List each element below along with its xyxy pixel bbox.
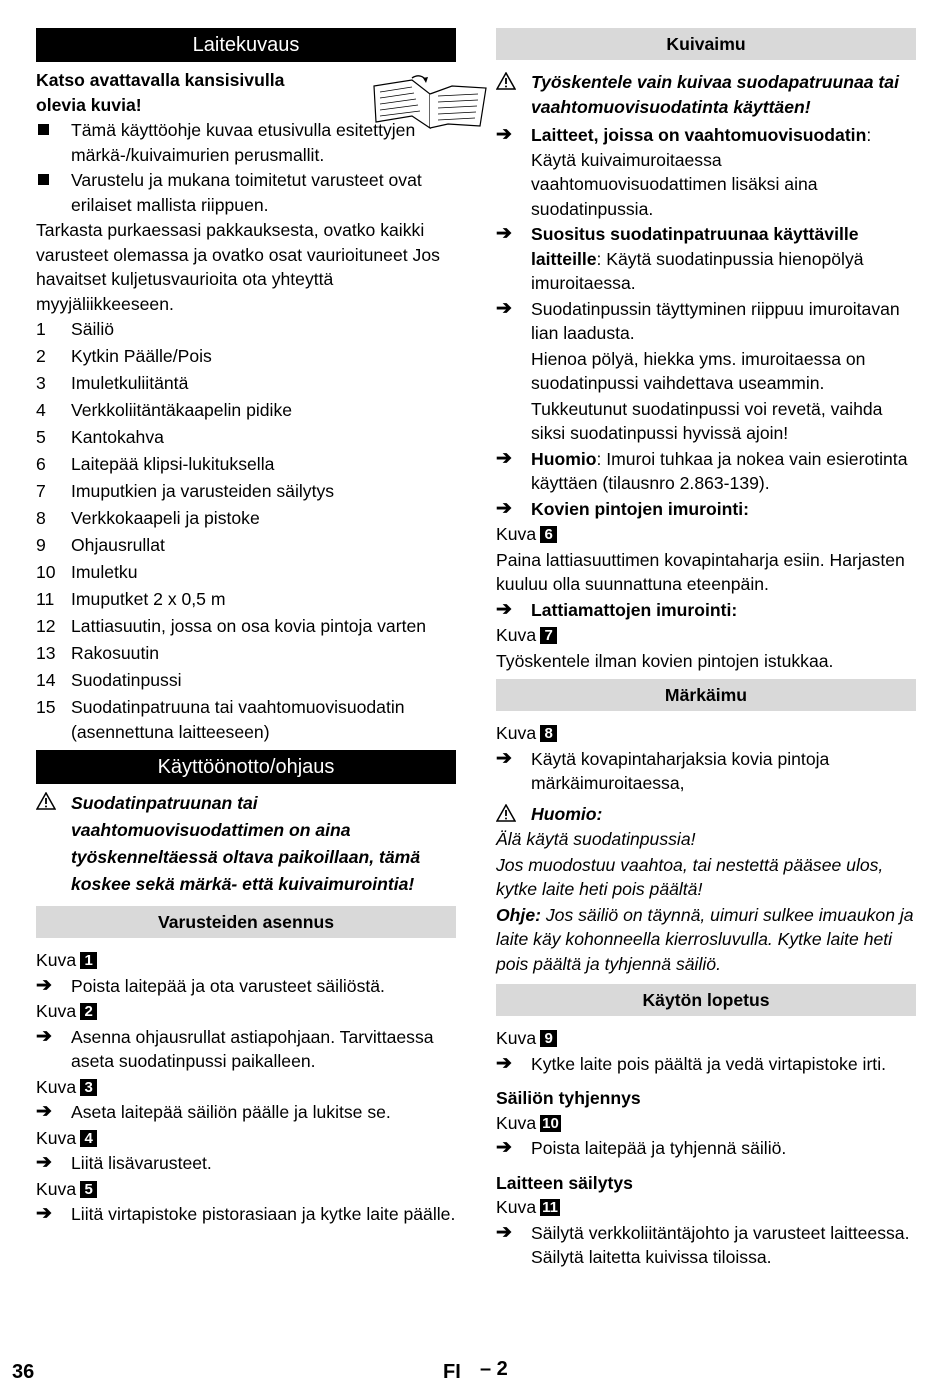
square-bullet-icon [38, 124, 49, 135]
step-item: ➔ Asenna ohjausrullat astiapohjaan. Tarvittaessa aseta suodatinpussi paikalleen. [36, 1025, 434, 1071]
figure-ref: Kuva 7 [496, 623, 916, 648]
arrow-right-icon: ➔ [496, 747, 512, 769]
instruction-item: ➔ Käytä kovapintaharjaksia kovia pintoja märkäimuroitaessa, [496, 747, 830, 793]
language-code: FI [443, 1361, 461, 1383]
list-item: 2 Kytkin Päälle/Pois [36, 346, 212, 366]
arrow-right-icon: ➔ [496, 1221, 512, 1243]
warning-triangle-icon [496, 72, 516, 90]
arrow-right-icon: ➔ [496, 297, 512, 319]
right-column [496, 28, 916, 1271]
left-column [36, 28, 456, 1228]
figure-ref: Kuva 8 [496, 721, 916, 746]
step-item: ➔ Aseta laitepää säiliön päälle ja lukitse se. [36, 1100, 456, 1125]
intro-bold: Katso avattavalla kansisivulla olevia kuvia! [36, 70, 285, 115]
figure-ref: Kuva 11 [496, 1197, 558, 1217]
check-paragraph: Tarkasta purkaessasi pakkauksesta, ovatko kaikki varusteet olemassa ja ovatko osat vaurioituneet Jos havaitset kuljetusvaurioita ota yhteyttä myyjäliikkeeseen. [36, 220, 440, 314]
arrow-right-icon: ➔ [496, 124, 512, 145]
paragraph: Työskentele ilman kovien pintojen istukkaa. [496, 650, 834, 671]
warning-triangle-icon [496, 804, 516, 822]
instruction-item: ➔ Kovien pintojen imurointi: [496, 497, 916, 522]
figure-ref: Kuva 3 [36, 1075, 456, 1100]
bullet-item: Varustelu ja mukana toimitetut varusteet ovat erilaiset mallista riippuen. [36, 168, 456, 217]
arrow-right-icon: ➔ [36, 974, 52, 996]
note-text: Jos muodostuu vaahtoa, tai nestettä pääsee ulos, kytke laite heti pois päältä! [496, 854, 884, 899]
subheading-laitteen-sailytys: Laitteen säilytys [496, 1172, 633, 1193]
list-item: 9 Ohjausrullat [36, 535, 165, 555]
instruction-item: ➔ Huomio: Imuroi tuhkaa ja nokea vain esierotinta käyttäen (tilausnro 2.863-139). [496, 447, 908, 493]
step-item: ➔ Poista laitepää ja ota varusteet säiliöstä. [36, 974, 456, 999]
list-item: 5 Kantokahva [36, 427, 164, 447]
ohje-text: Ohje: Jos säiliö on täynnä, uimuri sulkee imuaukon ja laite käy kohonneella kierrosluvulla. Kytke laite heti pois päältä ja tyhjennä säiliö. [496, 904, 914, 974]
list-item: 7 Imuputkien ja varusteiden säilytys [36, 481, 335, 501]
arrow-right-icon: ➔ [496, 223, 512, 244]
figure-ref: Kuva 2 [36, 999, 456, 1024]
paragraph: Paina lattiasuuttimen kovapintaharja esiin. Harjasten kuuluu olla suunnattuna eteenpäin. [496, 549, 905, 594]
parts-list [36, 317, 456, 744]
subheading-sailion-tyhjennys: Säiliön tyhjennys [496, 1088, 641, 1108]
step-item: ➔ Liitä lisävarusteet. [36, 1151, 456, 1176]
warning-block: Huomio: [496, 802, 916, 827]
sub-page-number: – 2 [480, 1358, 508, 1380]
arrow-right-icon: ➔ [496, 1052, 512, 1074]
list-item: 10 Imuletku [36, 562, 138, 582]
page-number: 36 [12, 1361, 35, 1383]
square-bullet-icon [38, 174, 49, 185]
list-item: 15 Suodatinpatruuna tai vaahtomuovisuodatin (asennettuna laitteeseen) [36, 697, 405, 742]
list-item: 14 Suodatinpussi [36, 670, 182, 690]
step-item: ➔ Liitä virtapistoke pistorasiaan ja kytke laite päälle. [36, 1202, 456, 1227]
warning-triangle-icon [36, 792, 56, 810]
arrow-right-icon: ➔ [496, 497, 512, 519]
figure-ref: Kuva 4 [36, 1126, 456, 1151]
instruction-item: ➔ Poista laitepää ja tyhjennä säiliö. [496, 1136, 916, 1161]
section-header-kayton-lopetus: Käytön lopetus [496, 984, 916, 1016]
section-header-markaimu: Märkäimu [496, 679, 916, 711]
figure-ref: Kuva 1 [36, 948, 456, 973]
figure-ref: Kuva 9 [496, 1026, 916, 1051]
list-item: 11 Imuputket 2 x 0,5 m [36, 589, 226, 609]
arrow-right-icon: ➔ [496, 447, 512, 469]
arrow-right-icon: ➔ [36, 1101, 52, 1122]
warning-block: Suodatinpatruunan tai vaahtomuovisuodattimen on aina työskenneltäessä oltava paikoillaan, tämä koskee sekä märkä- että kuivaimurointia! [36, 790, 456, 898]
instruction-item: ➔ Lattiamattojen imurointi: [496, 598, 916, 623]
instruction-note: Hienoa pölyä, hiekka yms. imuroitaessa on suodatinpussi vaihdettava useammin. [531, 348, 866, 393]
instruction-item: ➔ Säilytä verkkoliitäntäjohto ja varusteet laitteessa. Säilytä laitetta kuivissa tiloissa. [496, 1221, 910, 1267]
list-item: 1 Säiliö [36, 319, 115, 339]
list-item: 8 Verkkokaapeli ja pistoke [36, 508, 260, 528]
instruction-item: ➔ Laitteet, joissa on vaahtomuovisuodatin: Käytä kuivaimuroitaessa vaahtomuovisuodattimen lisäksi aina suodatinpussia. [496, 124, 872, 219]
note-text: Älä käytä suodatinpussia! [496, 829, 696, 849]
instruction-item: ➔ Suodatinpussin täyttyminen riippuu imuroitavan lian laadusta. [496, 297, 900, 343]
figure-ref: Kuva 5 [36, 1177, 456, 1202]
figure-ref: Kuva 6 [496, 522, 916, 547]
instruction-item: ➔ Kytke laite pois päältä ja vedä virtapistoke irti. [496, 1052, 916, 1077]
subsection-header-varusteiden-asennus: Varusteiden asennus [36, 906, 456, 938]
section-header-kayttoonotto: Käyttöönotto/ohjaus [36, 750, 456, 784]
arrow-right-icon: ➔ [36, 1203, 52, 1224]
warning-block: Työskentele vain kuivaa suodapatruunaa tai vaahtomuovisuodatinta käyttäen! [496, 70, 916, 119]
section-header-laitekuvaus: Laitekuvaus [36, 28, 456, 62]
arrow-right-icon: ➔ [36, 1025, 52, 1047]
figure-ref: Kuva 10 [496, 1112, 559, 1133]
bullet-item: Tämä käyttöohje kuvaa etusivulla esitettyjen märkä-/kuivaimurien perusmallit. [36, 118, 456, 167]
steps-list [36, 948, 456, 1227]
list-item: 6 Laitepää klipsi-lukituksella [36, 454, 275, 474]
instruction-note: Tukkeutunut suodatinpussi voi revetä, vaihda siksi suodatinpussi hyvissä ajoin! [531, 398, 883, 443]
arrow-right-icon: ➔ [496, 598, 512, 620]
list-item: 3 Imuletkuliitäntä [36, 373, 189, 393]
list-item: 12 Lattiasuutin, jossa on osa kovia pintoja varten [36, 616, 427, 636]
section-header-kuivaimu: Kuivaimu [496, 28, 916, 60]
list-item: 13 Rakosuutin [36, 643, 160, 663]
list-item: 4 Verkkoliitäntäkaapelin pidike [36, 400, 293, 420]
instruction-item: ➔ Suositus suodatinpatruunaa käyttäville laitteille: Käytä suodatinpussia hienopölyä imuroitaessa. [496, 223, 864, 293]
arrow-right-icon: ➔ [496, 1137, 512, 1158]
arrow-right-icon: ➔ [36, 1152, 52, 1173]
